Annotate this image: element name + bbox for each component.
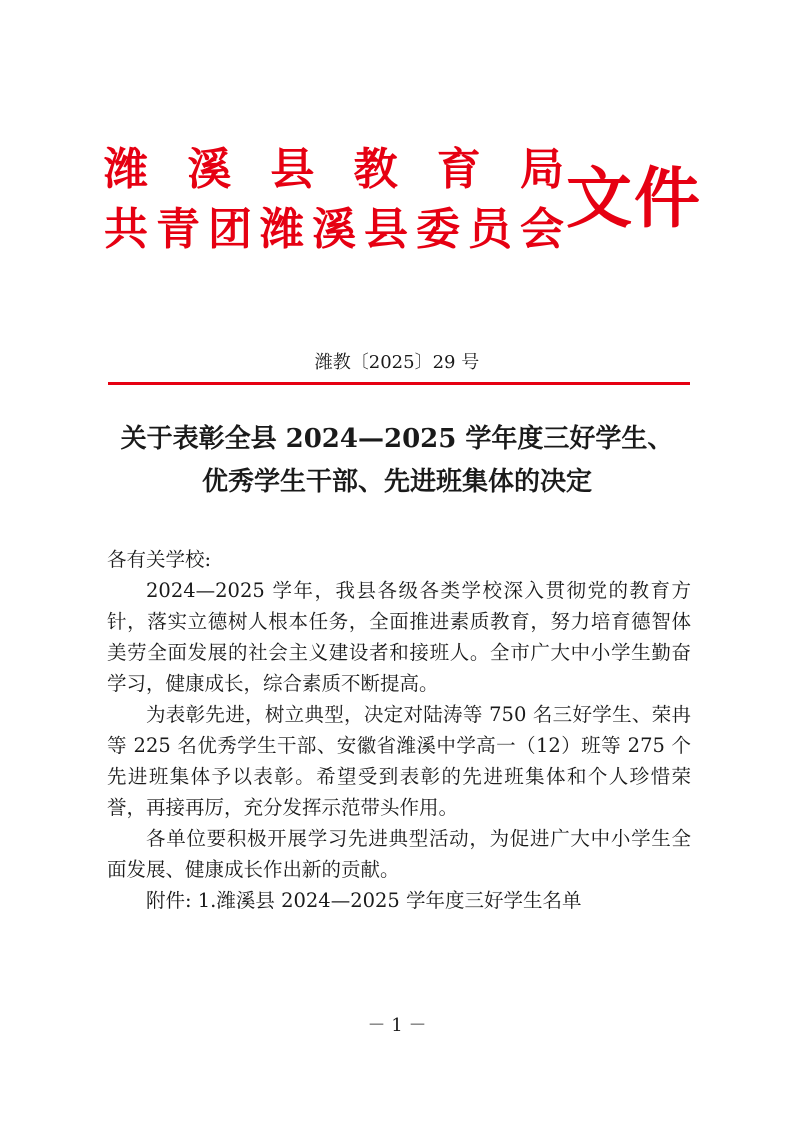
issuer-char: 潍 [104,144,148,195]
issuer-char: 青 [156,204,200,255]
document-word: 文件 [566,159,702,237]
paragraph: 2024—2025 学年，我县各级各类学校深入贯彻党的教育方针，落实立德树人根本任务，全面推进素质教育，努力培育德智体美劳全面发展的社会主义建设者和接班人。全市广大中小学生勤奋学习，健康成长，综合素质不断提高。 [107,579,691,695]
issuer-char: 县 [270,144,315,195]
paragraph: 为表彰先进，树立典型，决定对陆涛等 750 名三好学生、荣冉等 225 名优秀学生干部、安徽省潍溪中学高一（12）班等 275 个先进班集体予以表彰。希望受到表彰的先进班集体和个人珍惜荣誉，再接再厉，充分发挥示范带头作用。 [107,703,691,819]
issuer-char: 委 [416,204,460,255]
issuer-line-education-bureau [104,140,564,200]
issuer-line-youth-league [104,200,564,260]
issuer-char: 溪 [187,144,232,195]
issuer-char: 溪 [312,204,356,255]
issuer-char: 县 [364,204,408,255]
red-divider [108,382,690,385]
attachment-line: 附件: 1.潍溪县 2024—2025 学年度三好学生名单 [146,889,582,912]
paragraph: 各单位要积极开展学习先进典型活动，为促进广大中小学生全面发展、健康成长作出新的贡献。 [107,827,691,881]
document-number: 潍教〔2025〕29 号 [314,352,480,373]
issuer-char: 团 [208,204,252,255]
issuer-char: 会 [520,204,564,255]
page-number: － 1 － [367,1015,427,1036]
issuer-char: 潍 [260,204,304,255]
issuer-char: 员 [468,204,512,255]
salutation: 各有关学校: [107,548,212,571]
document-body [107,544,691,916]
issuer-char: 共 [104,204,148,255]
issuer-char: 育 [436,144,481,195]
title-line-1: 关于表彰全县 2024—2025 学年度三好学生、 [120,424,674,454]
issuer-char: 局 [519,144,564,195]
issuer-block [104,140,564,260]
title-line-2: 优秀学生干部、先进班集体的决定 [201,467,592,497]
issuer-char: 教 [353,144,398,195]
document-title [100,418,694,504]
